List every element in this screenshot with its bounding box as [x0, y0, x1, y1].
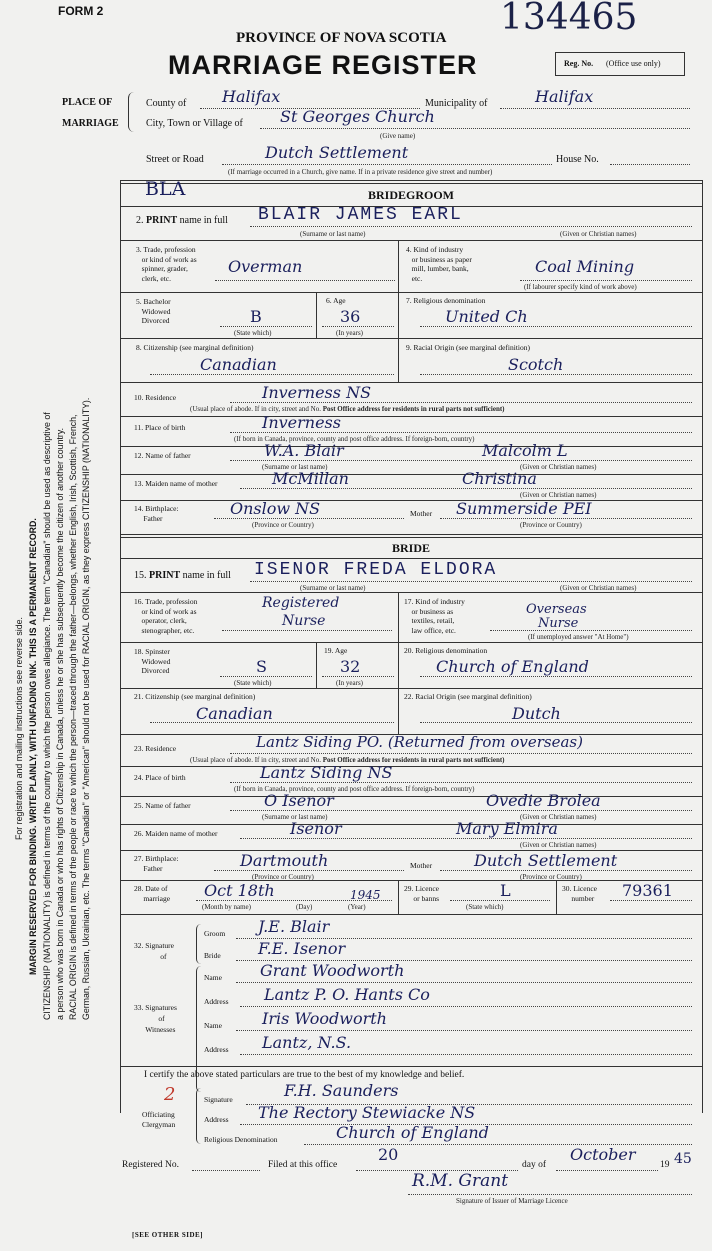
bride-father-birthplace: Dartmouth: [240, 851, 329, 870]
clergyman-signature: F.H. Saunders: [284, 1081, 399, 1100]
bride-father-given: Ovedie Brolea: [486, 791, 601, 810]
groom-religion: United Ch: [445, 307, 528, 326]
witness-2-address: Lantz, N.S.: [262, 1033, 352, 1052]
province-heading: PROVINCE OF NOVA SCOTIA: [236, 30, 447, 46]
clergyman-address: The Rectory Stewiacke NS: [258, 1103, 476, 1122]
groom-mother-given: Christina: [462, 469, 537, 488]
bride-trade-2: Nurse: [282, 613, 326, 629]
stamp-number: 134465: [500, 0, 638, 38]
issuer-caption: Signature of Issuer of Marriage Licence: [456, 1197, 568, 1205]
marriage-register-form: FORM 2 134465 PROVINCE OF NOVA SCOTIA MARRIAGE REGISTER Reg. No. (Office use only) PLACE OF MARRIAGE County of Halifax Municipality of Halifax City, Town or Village of St Georges Church (Give name) Street or Road Dutch Settlement House No. (If marriage occurred in a Church, give name. If in a private residence give street and number) For registration and mailing instructions see reverse side. MARGIN RESERVED FOR BINDING. WRITE PLAINLY, WITH UNFADING INK. THIS IS A PERMANENT RECORD. CITIZENSHIP (NATIONALITY) is defined in terms of the country to which the person owes allegiance. The term "Canadian" should be used as descriptive of a person who was born in Canada or who has rights of Citizenship in Canada, unless he or she has subsequently become the citizen of another country. RACIAL ORIGIN is defined in terms of the people or race to which the person—traced through the father—belongs, whether English, Irish, Scottish, French, German, Russian, Ukrainian, etc. The terms "Canadian" or "American" should not be used for RACIAL ORIGIN, as they express CITIZENSHIP (NATIONALITY). BLA BRIDEGROOM 2. PRINT name in full BLAIR JAMES EARL (Surname or last name) (Given or Christian names) 3. Trade, profession or kind of work as spinner, grader, clerk, etc. Overman 4. Kind of industry or business as paper mill, lumber, bank, etc. Coal Mining (If labourer specify kind of work above) 5. Bachelor Widowed Divorced B (State which) 6. Age 36 (In years) 7. Religious denomination United Ch 8. Citizenship (see marginal definition) Canadian 9. Racial Origin (see marginal definition) Scotch 10. Residence Inverness NS (Usual place of abode. If in city, street and No. Post Office address for residents in rural parts not sufficient) 11. Place of birth Inverness (If born in Canada, province, county and post office address. If foreign-born, country) 12. Name of father W.A. Blair Malcolm L (Surname or last name) (Given or Christian names) 13. Maiden name of mother McMillan Christina (Given or Christian names) 14. Birthplace: Father Onslow NS Mother Summerside PEI (Province or Country) (Province or Country) BRIDE 15. PRINT name in full ISENOR FREDA ELDORA (Surname or last name) (Given or Christian names) 16. Trade, profession or kind of work as operator, clerk, stenographer, etc. Registered Nurse 17. Kind of industry or business as textiles, retail, law office, etc. Overseas Nurse (If unemployed answer "At Home") 18. Spinster Widowed Divorced S (State which) 19. Age 32 (In years) 20. Religious denomination Church of England 21. Citizenship (see marginal definition) Canadian 22. Racial Origin (see marginal definition) Dutch 23. Residence Lantz Siding PO. (Returned from overseas) (Usual place of abode. If in city, street and No. Post Office address for residents in rural parts not sufficient) 24. Place of birth Lantz Siding NS (If born in Canada, province, county and post office address. If foreign-born, country) 25. Name of father O Isenor Ovedie Brolea (Surname or last name) (Given or Christian names) 26. Maiden name of mother Isenor Mary Elmira (Given or Christian names) 27. Birthplace: Father Dartmouth Mother Dutch Settlement (Province or Country) (Province or Country) 28. Date of marriage Oct 18th 1945 (Month by name) (Day) (Year) 29. Licence or banns L (State which) 30. Licence number 79361 32. Signature of Groom J.E. Blair Bride F.E. Isenor 33. Signatures of Witnesses Name Grant Woodworth Address Lantz P. O. Hants Co Name Iris Woodworth Address Lantz, N.S. I certify the above stated particulars are true to the best of my knowledge and belief. 2 Officiating Clergyman Signature F.H. Saunders Address The Rectory Stewiacke NS Religious Denomination Church of England Registered No. Filed at this office 20 day of October 19 45 R.M. Grant Signature of Issuer of Marriage Licence [SEE OTHER SIDE]: [0, 0, 712, 1251]
margin-note-2: MARGIN RESERVED FOR BINDING. WRITE PLAINLY, WITH UNFADING INK. THIS IS A PERMANENT RECORD.: [28, 518, 38, 975]
red-mark: 2: [164, 1084, 176, 1105]
county-value: Halifax: [222, 87, 281, 106]
municipality-label: Municipality of: [425, 98, 488, 109]
margin-note-3: CITIZENSHIP (NATIONALITY) is defined in terms of the country to which the person owes allegiance. The term "Canadian" should be used as descriptive of: [42, 412, 52, 1020]
groom-signature: J.E. Blair: [258, 917, 330, 936]
street-note: (If marriage occurred in a Church, give name. If in a private residence give street and number): [228, 168, 493, 176]
house-no-label: House No.: [556, 154, 599, 165]
bridegroom-header: BRIDEGROOM: [367, 188, 454, 202]
bride-industry-1: Overseas: [526, 602, 587, 617]
licence-number: 79361: [622, 881, 673, 900]
certify-statement: I certify the above stated particulars are true to the best of my knowledge and belief.: [144, 1070, 465, 1080]
groom-residence: Inverness NS: [262, 383, 372, 402]
licence-or-banns: L: [500, 881, 511, 900]
bride-mother-given: Mary Elmira: [456, 819, 558, 838]
day-of-label: day of: [522, 1160, 547, 1170]
street-label: Street or Road: [146, 154, 204, 165]
groom-racial-origin: Scotch: [508, 355, 564, 374]
groom-citizenship: Canadian: [200, 355, 277, 374]
county-label: County of: [146, 98, 187, 109]
form-number: FORM 2: [58, 4, 104, 18]
clergyman-denomination: Church of England: [336, 1123, 489, 1142]
marriage-label: MARRIAGE: [62, 118, 119, 129]
bride-age: 32: [340, 657, 361, 676]
bride-full-name: ISENOR FREDA ELDORA: [254, 560, 498, 580]
bride-signature: F.E. Isenor: [258, 939, 346, 958]
groom-age: 36: [340, 307, 361, 326]
reg-no-box: [555, 52, 685, 76]
margin-note-1: For registration and mailing instructions see reverse side.: [14, 617, 24, 840]
year-prefix: 19: [660, 1160, 670, 1170]
margin-note-4: a person who was born in Canada or who has rights of Citizenship in Canada, unless he or she has subsequently become the citizen of another country.: [55, 427, 65, 1020]
bride-mother-birthplace: Dutch Settlement: [474, 851, 618, 870]
bride-residence: Lantz Siding PO. (Returned from overseas): [256, 733, 583, 751]
issuer-signature: R.M. Grant: [412, 1171, 509, 1191]
page-title: MARRIAGE REGISTER: [168, 50, 478, 80]
groom-full-name: BLAIR JAMES EARL: [258, 205, 463, 225]
bride-industry-2: Nurse: [538, 616, 579, 631]
bride-header: BRIDE: [391, 541, 430, 555]
bride-trade-1: Registered: [262, 595, 340, 611]
groom-mother-birthplace: Summerside PEI: [456, 499, 592, 518]
city-value: St Georges Church: [280, 107, 435, 126]
witness-1-name: Grant Woodworth: [260, 961, 405, 980]
bride-birthplace: Lantz Siding NS: [260, 763, 393, 782]
municipality-value: Halifax: [535, 87, 594, 106]
filed-year: 45: [674, 1151, 692, 1167]
bride-father-surname: O Isenor: [264, 791, 334, 810]
filed-label: Filed at this office: [268, 1160, 338, 1170]
reg-no-note: (Office use only): [606, 59, 661, 68]
registered-no-label: Registered No.: [122, 1160, 179, 1170]
city-label: City, Town or Village of: [146, 118, 243, 129]
groom-father-surname: W.A. Blair: [264, 441, 344, 460]
groom-birthplace: Inverness: [262, 413, 341, 432]
groom-father-birthplace: Onslow NS: [230, 499, 321, 518]
see-other-side: [SEE OTHER SIDE]: [132, 1231, 204, 1239]
bride-citizenship: Canadian: [196, 704, 273, 723]
bride-racial-origin: Dutch: [512, 704, 561, 723]
bride-marital-status: S: [256, 657, 267, 676]
witness-2-name: Iris Woodworth: [262, 1009, 387, 1028]
groom-mother-surname: McMillan: [272, 469, 349, 488]
groom-trade: Overman: [228, 257, 303, 276]
place-of-label: PLACE OF: [62, 97, 113, 108]
bride-religion: Church of England: [436, 657, 589, 676]
bride-mother-surname: Isenor: [290, 819, 342, 838]
witness-1-address: Lantz P. O. Hants Co: [264, 985, 430, 1004]
street-value: Dutch Settlement: [265, 143, 409, 162]
groom-father-given: Malcolm L: [482, 441, 568, 460]
filed-day: 20: [378, 1145, 399, 1164]
give-name-caption: (Give name): [380, 132, 416, 140]
groom-margin-mark: BLA: [145, 178, 186, 200]
groom-marital-status: B: [250, 307, 262, 326]
margin-note-5: RACIAL ORIGIN is defined in terms of the people or race to which the person—traced through the father—belongs, whether English, Irish, Scottish, French,: [68, 414, 78, 1020]
reg-no-label: Reg. No.: [564, 59, 594, 68]
groom-industry: Coal Mining: [535, 257, 635, 276]
f2-label: PRINT: [146, 215, 178, 226]
margin-note-6: German, Russian, Ukrainian, etc. The terms "Canadian" or "American" should not be used for RACIAL ORIGIN, as they express CITIZENSHIP (NATIONALITY).: [81, 397, 91, 1020]
place-brace: [128, 92, 139, 132]
marriage-date: Oct 18th: [204, 881, 275, 900]
filed-month: October: [570, 1145, 636, 1164]
marriage-year: 1945: [350, 888, 381, 902]
